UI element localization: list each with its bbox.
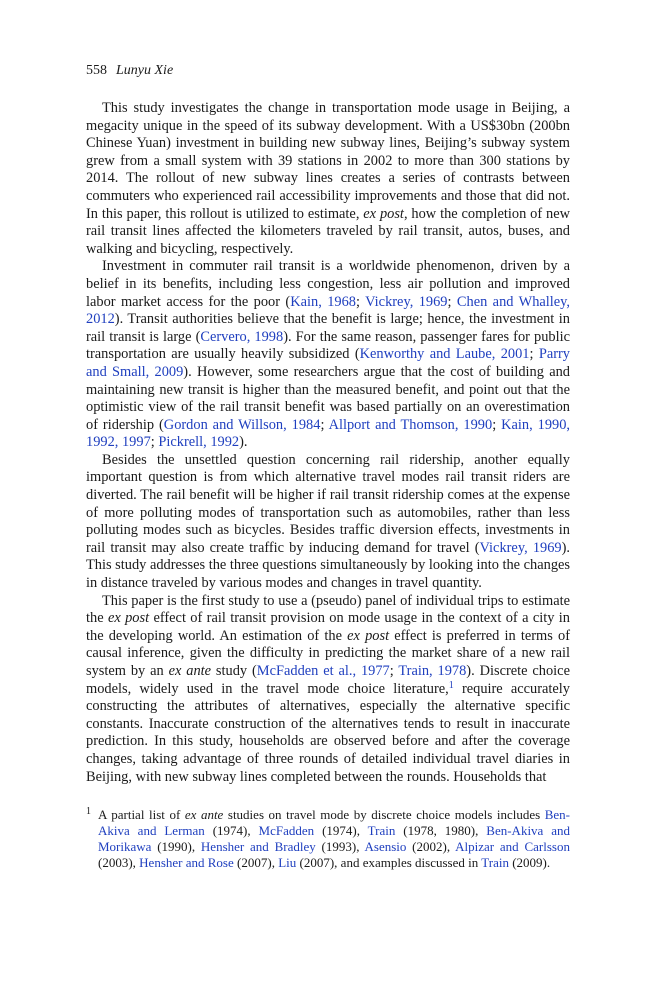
text: Besides the unsettled question concerning rail ridership, another equally important question is from which alternative travel modes rail transit riders are diverted. The rail benefit will be higher if rail transit ridership comes at the expense of more polluting modes of transportation such as automobiles, rather than less polluting modes such as bicycles. Besides traffic diversion effects, investments in rail transit may also create traffic by inducing demand for travel ( [86,451,570,556]
text: (2009) [508,855,547,871]
citation-link[interactable]: McFadden et al., 1977 [256,663,390,679]
text: (1978, 1980) [395,823,476,839]
text: , [475,823,487,839]
text: ; [389,663,399,679]
citation-link[interactable]: Vickrey, 1969 [365,293,448,310]
citation-link[interactable]: Kain, 1990, 1992, 1997 [86,416,570,451]
italic-term: ex post [107,610,150,627]
text: studies on travel mode by discrete choice models includes [223,807,545,823]
text: study ( [211,663,257,679]
citation-link[interactable]: Chen and Whalley, 2012 [86,293,571,328]
paragraph-2 [86,258,570,452]
paragraph-1 [86,100,570,258]
text: ). [239,434,248,451]
text: , [132,855,140,871]
text: (2003) [98,855,133,871]
citation-link[interactable]: Train [481,855,509,871]
citation-link[interactable]: Pickrell, 1992 [158,434,240,451]
italic-term: ex post [363,205,404,222]
italic-term: ex ante [184,807,224,823]
text: A partial list of [98,807,185,823]
text: (1990) [151,839,192,855]
footnote-ref-link[interactable]: 1 [448,679,454,691]
text: , how the completion of new rail transit lines affected the kilometers traveled by rail transit, autos, buses, and walking and bicycling, respectively. [86,205,570,257]
text: This paper is the first study to use a (pseudo) panel of individual trips to estimate the [86,592,570,627]
citation-link[interactable]: McFadden [258,823,315,839]
text: ). However, some researchers argue that the cost of building and maintaining new transit is higher than the measured benefit, and point out that the optimistic view of the rail transit benefit was based partially on an overestimation of ridership ( [86,363,570,433]
running-head [86,62,570,80]
page-number: 558 [86,63,107,78]
text: , and examples discussed in [334,855,482,871]
text: (2007) [233,855,272,871]
citation-link[interactable]: Hensher and Bradley [200,839,316,855]
text: ; [320,416,329,433]
text: , [271,855,279,871]
text: require accurately constructing the attributes of alternatives, especially the alternative specific constants. Inaccurate construction of the alternatives tends to result in inaccurate prediction. In this study, households are observed before and after the coverage changes, taking advantage of three rounds of detailed individual travel diaries in Beijing, with new subway lines completed between the rounds. Households that [86,680,570,785]
italic-term: ex post [347,627,390,644]
text: , [356,823,368,839]
text: ). Discrete choice models, widely used in the travel mode choice literature, [86,663,570,697]
text: ; [447,293,457,310]
text: Investment in commuter rail transit is a worldwide phenomenon, driven by a belief in its benefits, including less congestion, less air pollution and improved labor market access for the poor ( [86,258,570,310]
citation-link[interactable]: Vickrey, 1969 [479,539,562,556]
text: , [446,839,456,855]
body-text [86,100,570,786]
footnote [86,807,570,871]
text: ; [150,434,159,451]
text: ). This study addresses the three questions simultaneously by looking into the changes in distance traveled by various modes and changes in travel quantity. [86,539,571,592]
text: (2007) [296,855,335,871]
citation-link[interactable]: Train [367,823,396,839]
italic-term: ex ante [168,663,212,679]
text: effect of rail transit provision on mode usage in the context of a city in the developing world. An estimation of the [86,610,570,644]
text: . [546,855,551,871]
citation-link[interactable]: Ben-Akiva and Lerman [98,807,570,839]
text: This study investigates the change in transportation mode usage in Beijing, a megacity unique in the speed of its subway development. With a US$30bn (200bn Chinese Yuan) investment in building new subway lines, Beijing’s subway system grew from a small system with 39 stations in 2002 to more than 300 stations by 2014. The rollout of new subway lines creates a series of contrasts between commuters who experienced rail accessibility improvements and those that did not. In this paper, this rollout is utilized to estimate, [86,100,570,222]
author-name: Lunyu Xie [116,63,174,78]
citation-link[interactable]: Kain, 1968 [290,293,356,310]
text: (1974) [314,823,357,839]
citation-link[interactable]: Cervero, 1998 [200,328,284,345]
citation-link[interactable]: Alpizar and Carlsson [455,839,570,855]
text: ). For the same reason, passenger fares for public transportation are usually heavily subsidized ( [86,328,570,363]
text: ; [356,293,366,310]
citation-link[interactable]: Kenworthy and Laube, 2001 [359,346,530,363]
text: , [247,823,259,839]
citation-link[interactable]: Hensher and Rose [139,855,234,871]
page [86,62,570,871]
footnote-mark: 1 [86,806,91,818]
citation-link[interactable]: Parry and Small, 2009 [86,346,570,380]
paragraph-4 [86,593,570,787]
text: ; [529,346,539,363]
citation-link[interactable]: Liu [278,855,297,871]
text: effect is preferred in terms of causal inference, given the difficulty in predicting the market share of a new rail system by an [86,627,570,679]
text: ; [492,416,502,433]
citation-link[interactable]: Ben-Akiva and Morikawa [98,823,571,855]
text: , [191,839,201,855]
text: (1974) [204,823,248,839]
text: (1993) [315,839,357,855]
citation-link[interactable]: Allport and Thomson, 1990 [328,416,493,433]
text: , [356,839,365,855]
citation-link[interactable]: Train, 1978 [398,663,467,679]
citation-link[interactable]: Asensio [364,839,407,855]
paragraph-3 [86,452,570,593]
citation-link[interactable]: Gordon and Willson, 1984 [163,416,321,433]
text: (2002) [406,839,447,855]
text: ). Transit authorities believe that the benefit is large; hence, the investment in rail transit is large ( [86,311,570,345]
